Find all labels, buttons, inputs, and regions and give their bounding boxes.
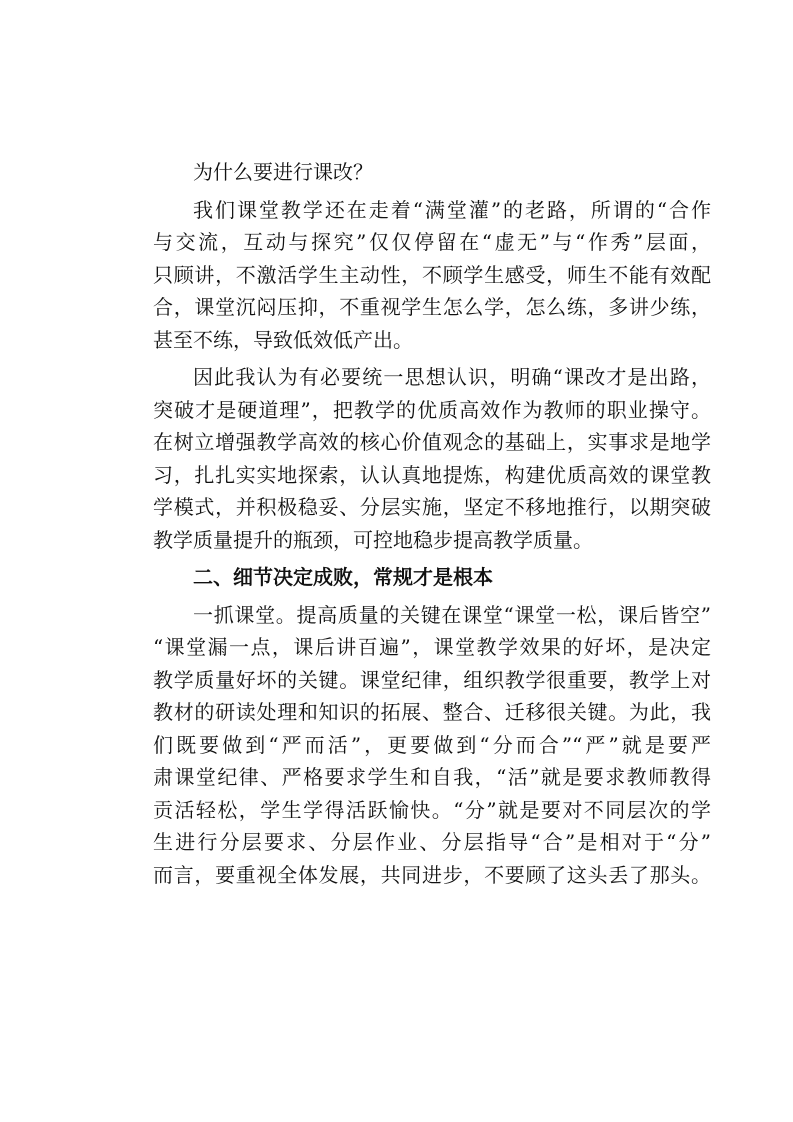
paragraph-current-problems bbox=[113, 194, 711, 357]
paragraph-line: 们既要做到“严而活”，更要做到“分而合”“严”就是要严 bbox=[153, 732, 711, 757]
paragraph-line: 而言，要重视全体发展，共同进步，不要顾了这头丢了那头。 bbox=[153, 862, 711, 887]
section-question bbox=[113, 156, 711, 189]
paragraph-line: 贡活轻松，学生学得活跃愉快。“分”就是要对不同层次的学 bbox=[153, 797, 711, 822]
section-heading-text: 二、细节决定成败，常规才是根本 bbox=[193, 565, 493, 589]
paragraph-line: 一抓课堂。提高质量的关键在课堂“课堂一松，课后皆空” bbox=[193, 602, 711, 627]
document-body bbox=[113, 156, 711, 896]
paragraph-reform-necessity bbox=[113, 361, 711, 556]
paragraph-line: 学模式，并积极稳妥、分层实施，坚定不移地推行，以期突破 bbox=[153, 495, 711, 519]
paragraph-line: 肃课堂纪律、严格要求学生和自我，“活”就是要求教师教得 bbox=[153, 765, 711, 789]
paragraph-line: “课堂漏一点，课后讲百遍”，课堂教学效果的好坏，是决定 bbox=[153, 635, 711, 659]
question-heading: 为什么要进行课改？ bbox=[193, 160, 373, 184]
paragraph-line: 教材的研读处理和知识的拓展、整合、迁移很关键。为此，我 bbox=[153, 700, 711, 724]
paragraph-line: 甚至不练，导致低效低产出。 bbox=[153, 327, 413, 352]
paragraph-line: 教学质量好坏的关键。课堂纪律，组织教学很重要，教学上对 bbox=[153, 667, 711, 692]
paragraph-line: 突破才是硬道理”，把教学的优质高效作为教师的职业操守。 bbox=[153, 397, 711, 422]
paragraph-line: 教学质量提升的瓶颈，可控地稳步提高教学质量。 bbox=[153, 527, 593, 552]
paragraph-classroom bbox=[113, 599, 711, 892]
section-heading bbox=[113, 561, 711, 594]
paragraph-line: 在树立增强教学高效的核心价值观念的基础上，实事求是地学 bbox=[153, 430, 711, 454]
paragraph-line: 我们课堂教学还在走着“满堂灌”的老路，所谓的“合作 bbox=[193, 197, 711, 222]
paragraph-line: 生进行分层要求、分层作业、分层指导“合”是相对于“分” bbox=[153, 830, 711, 854]
paragraph-line: 合，课堂沉闷压抑，不重视学生怎么学，怎么练，多讲少练， bbox=[153, 295, 711, 319]
paragraph-line: 因此我认为有必要统一思想认识，明确“课改才是出路， bbox=[193, 365, 711, 389]
paragraph-line: 只顾讲，不激活学生主动性，不顾学生感受，师生不能有效配 bbox=[153, 262, 711, 287]
paragraph-line: 与交流，互动与探究”仅仅停留在“虚无”与“作秀”层面， bbox=[153, 230, 711, 254]
paragraph-line: 习，扎扎实实地探索，认认真地提炼，构建优质高效的课堂教 bbox=[153, 462, 711, 487]
